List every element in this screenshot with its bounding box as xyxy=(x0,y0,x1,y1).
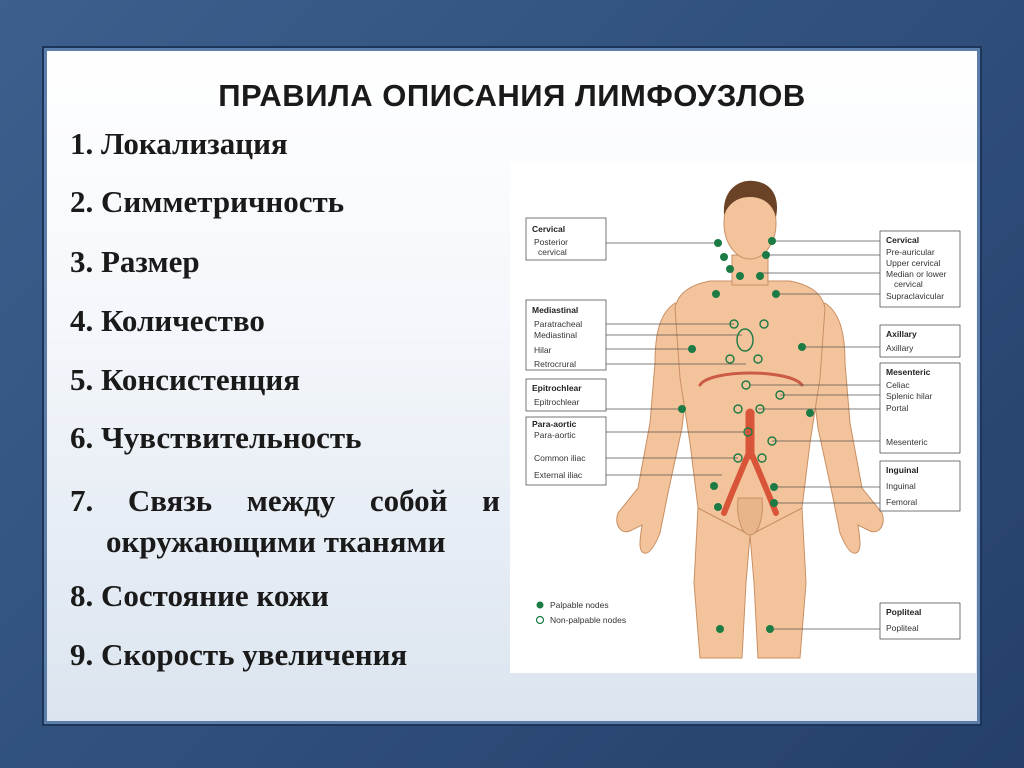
legend-nonpalpable-marker xyxy=(537,617,544,624)
label-inguinal: Inguinal xyxy=(886,481,916,491)
label-mediastinal: Mediastinal xyxy=(534,330,577,340)
legend-nonpalpable: Non-palpable nodes xyxy=(550,615,627,625)
label-mesenteric-title: Mesenteric xyxy=(886,367,931,377)
slide-title: ПРАВИЛА ОПИСАНИЯ ЛИМФОУЗЛОВ xyxy=(218,78,806,113)
label-inguinal-title: Inguinal xyxy=(886,465,919,475)
list-item: 3. Размер xyxy=(70,244,200,279)
label-pre-auricular: Pre-auricular xyxy=(886,247,935,257)
label-popliteal-title: Popliteal xyxy=(886,607,922,617)
label-common-iliac: Common iliac xyxy=(534,453,586,463)
label-retrocrural: Retrocrural xyxy=(534,359,577,369)
list-item: 2. Симметричность xyxy=(70,184,345,219)
label-cervical-title: Cervical xyxy=(532,224,566,234)
list-item: 5. Консистенция xyxy=(70,362,301,397)
list-item: 8. Состояние кожи xyxy=(70,578,329,613)
label-posterior: Posterior xyxy=(534,237,569,247)
lymph-node-diagram xyxy=(510,163,976,673)
item7-word: 7. xyxy=(70,483,94,518)
label-epitrochlear-title: Epitrochlear xyxy=(532,383,582,393)
legend-palpable: Palpable nodes xyxy=(550,600,609,610)
item7-line2: окружающими тканями xyxy=(106,524,446,559)
label-axillary: Axillary xyxy=(886,343,914,353)
label-popliteal: Popliteal xyxy=(886,623,919,633)
label-para-aortic: Para-aortic xyxy=(534,430,576,440)
label-hilar: Hilar xyxy=(534,345,552,355)
label-mediastinal-title: Mediastinal xyxy=(532,305,579,315)
label-supraclavicular: Supraclavicular xyxy=(886,291,945,301)
label-femoral: Femoral xyxy=(886,497,918,507)
legend-palpable-marker xyxy=(537,602,544,609)
label-paratracheal: Paratracheal xyxy=(534,319,583,329)
label-para-aortic-title: Para-aortic xyxy=(532,419,577,429)
label-cervical-cont: cervical xyxy=(894,279,923,289)
label-external-iliac: External iliac xyxy=(534,470,583,480)
item7-word: Связь xyxy=(127,483,213,518)
item7-word: между xyxy=(246,483,336,518)
list-item: 1. Локализация xyxy=(70,126,288,161)
list-item: 9. Скорость увеличения xyxy=(70,637,408,672)
list-item: 6. Чувствительность xyxy=(70,420,362,455)
label-epitrochlear: Epitrochlear xyxy=(534,397,580,407)
label-cervical: cervical xyxy=(538,247,567,257)
list-item-7 xyxy=(70,480,500,562)
label-mesenteric: Mesenteric xyxy=(886,437,928,447)
label-splenic-hilar: Splenic hilar xyxy=(886,391,933,401)
label-upper-cervical: Upper cervical xyxy=(886,258,941,268)
label-median-lower: Median or lower xyxy=(886,269,947,279)
list-item: 4. Количество xyxy=(70,303,265,338)
item7-word: и xyxy=(482,483,500,518)
body-illustration xyxy=(510,163,976,673)
label-celiac: Celiac xyxy=(886,380,910,390)
label-axillary-title: Axillary xyxy=(886,329,917,339)
legend xyxy=(537,600,627,625)
label-portal: Portal xyxy=(886,403,909,413)
item7-word: собой xyxy=(369,483,448,518)
label-cervical-right-title: Cervical xyxy=(886,235,920,245)
